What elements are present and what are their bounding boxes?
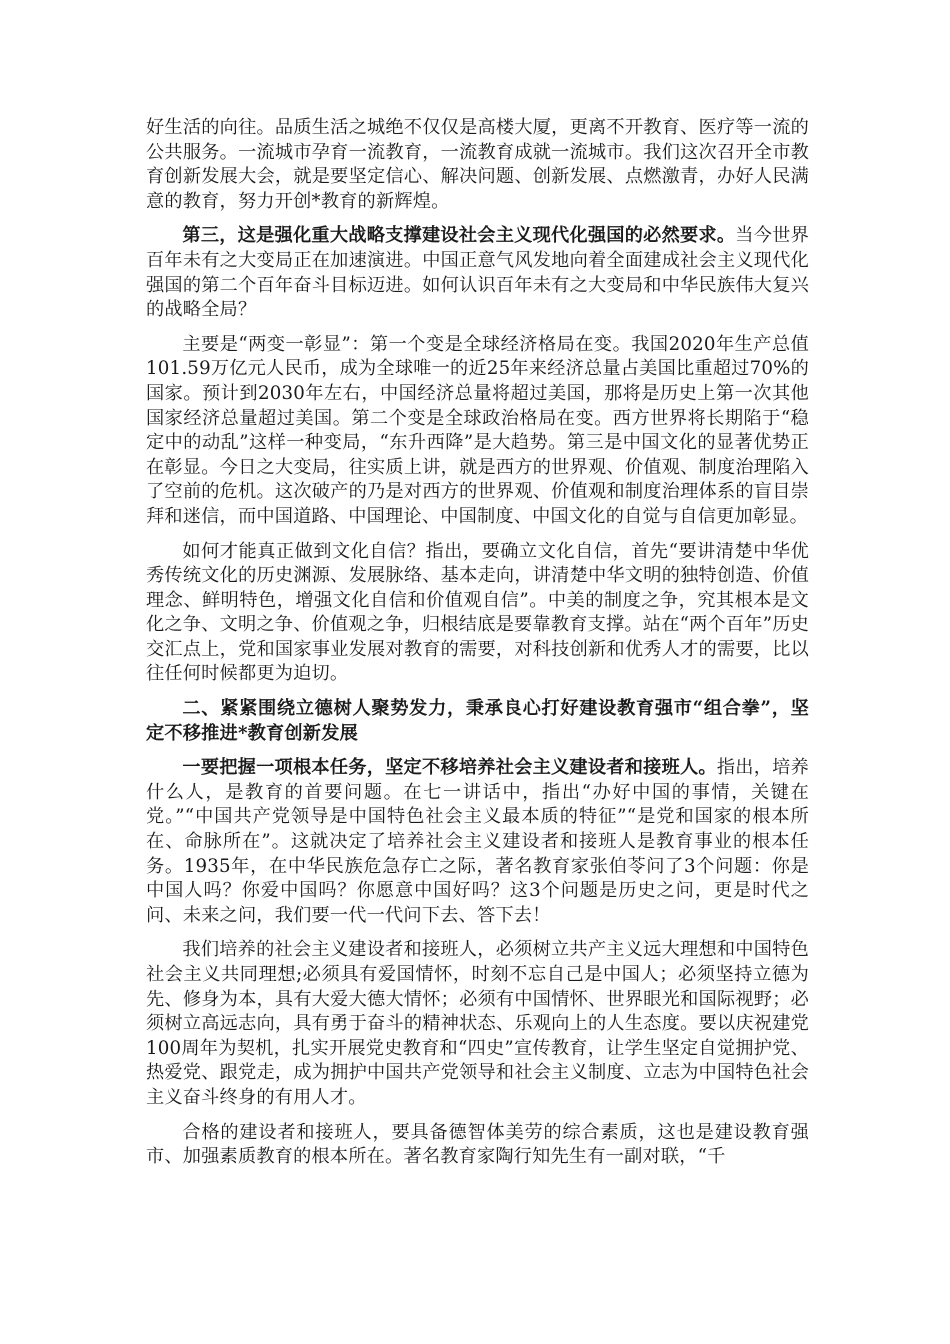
- section-heading-text: 二、紧紧围绕立德树人聚势发力，秉承良心打好建设教育强市“组合拳”，坚定不移推进*教育创新发展: [146, 698, 809, 744]
- paragraph-text: 当今世界百年未有之大变局正在加速演进。中国正意气风发地向着全面建成社会主义现代化强国的第二个百年奋斗目标迈进。如何认识百年未有之大变局和中华民族伟大复兴的战略全局？: [146, 225, 809, 321]
- body-paragraph: [146, 540, 809, 688]
- document-page: [146, 116, 809, 1180]
- paragraph-lead-bold: 一要把握一项根本任务，坚定不移培养社会主义建设者和接班人。: [182, 757, 717, 779]
- body-paragraph: [146, 116, 809, 214]
- body-paragraph: [146, 224, 809, 322]
- body-paragraph: [146, 938, 809, 1110]
- paragraph-lead-bold: 第三，这是强化重大战略支撑建设社会主义现代化强国的必然要求。: [182, 225, 736, 247]
- paragraph-text: 主要是“两变一彰显”：第一个变是全球经济格局在变。我国2020年生产总值101.59万亿元人民币，成为全球唯一的近25年来经济总量占美国比重超过70%的国家。预计到2030年左右，中国经济总量将超过美国，那将是历史上第一次其他国家经济总量超过美国。第二个变是全球政治格局在变。西方世界将长期陷于“稳定中的动乱”这样一种变局，“东升西降”是大趋势。第三是中国文化的显著优势正在彰显。今日之大变局，往实质上讲，就是西方的世界观、价值观、制度治理陷入了空前的危机。这次破产的乃是对西方的世界观、价值观和制度治理体系的盲目崇拜和迷信，而中国道路、中国理论、中国制度、中国文化的自觉与自信更加彰显。: [146, 333, 809, 527]
- paragraph-text: 合格的建设者和接班人，要具备德智体美劳的综合素质，这也是建设教育强市、加强素质教育的根本所在。著名教育家陶行知先生有一副对联，“千: [146, 1121, 809, 1168]
- body-paragraph: [146, 333, 809, 530]
- paragraph-text: 我们培养的社会主义建设者和接班人，必须树立共产主义远大理想和中国特色社会主义共同理想;必须具有爱国情怀，时刻不忘自己是中国人；必须坚持立德为先、修身为本，具有大爱大德大情怀；必须有中国情怀、世界眼光和国际视野；必须树立高远志向，具有勇于奋斗的精神状态、乐观向上的人生态度。要以庆祝建党100周年为契机，扎实开展党史教育和“四史”宣传教育，让学生坚定自觉拥护党、热爱党、跟党走，成为拥护中国共产党领导和社会主义制度、立志为中国特色社会主义奋斗终身的有用人才。: [146, 939, 809, 1108]
- paragraph-text: 指出，培养什么人，是教育的首要问题。在七一讲话中，指出“办好中国的事情，关键在党。”“中国共产党领导是中国特色社会主义最本质的特征”“是党和国家的根本所在、命脉所在”。这就决定了培养社会主义建设者和接班人是教育事业的根本任务。1935年，在中华民族危急存亡之际，著名教育家张伯苓问了3个问题：你是中国人吗？你爱中国吗？你愿意中国好吗？这3个问题是历史之问，更是时代之问、未来之问，我们要一代一代问下去、答下去！: [146, 757, 809, 926]
- paragraph-text: 如何才能真正做到文化自信？指出，要确立文化自信，首先“要讲清楚中华优秀传统文化的历史渊源、发展脉络、基本走向，讲清楚中华文明的独特创造、价值理念、鲜明特色，增强文化自信和价值观自信”。中美的制度之争，究其根本是文化之争、文明之争、价值观之争，归根结底是要靠教育支撑。站在“两个百年”历史交汇点上，党和国家事业发展对教育的需要，对科技创新和优秀人才的需要，比以往任何时候都更为迫切。: [146, 540, 809, 685]
- body-paragraph: [146, 1121, 809, 1170]
- section-heading: [146, 697, 809, 746]
- paragraph-text: 好生活的向往。品质生活之城绝不仅仅是高楼大厦，更离不开教育、医疗等一流的公共服务。一流城市孕育一流教育，一流教育成就一流城市。我们这次召开全市教育创新发展大会，就是要坚定信心、解决问题、创新发展、点燃激青，办好人民满意的教育，努力开创*教育的新辉煌。: [146, 117, 809, 212]
- body-paragraph: [146, 756, 809, 928]
